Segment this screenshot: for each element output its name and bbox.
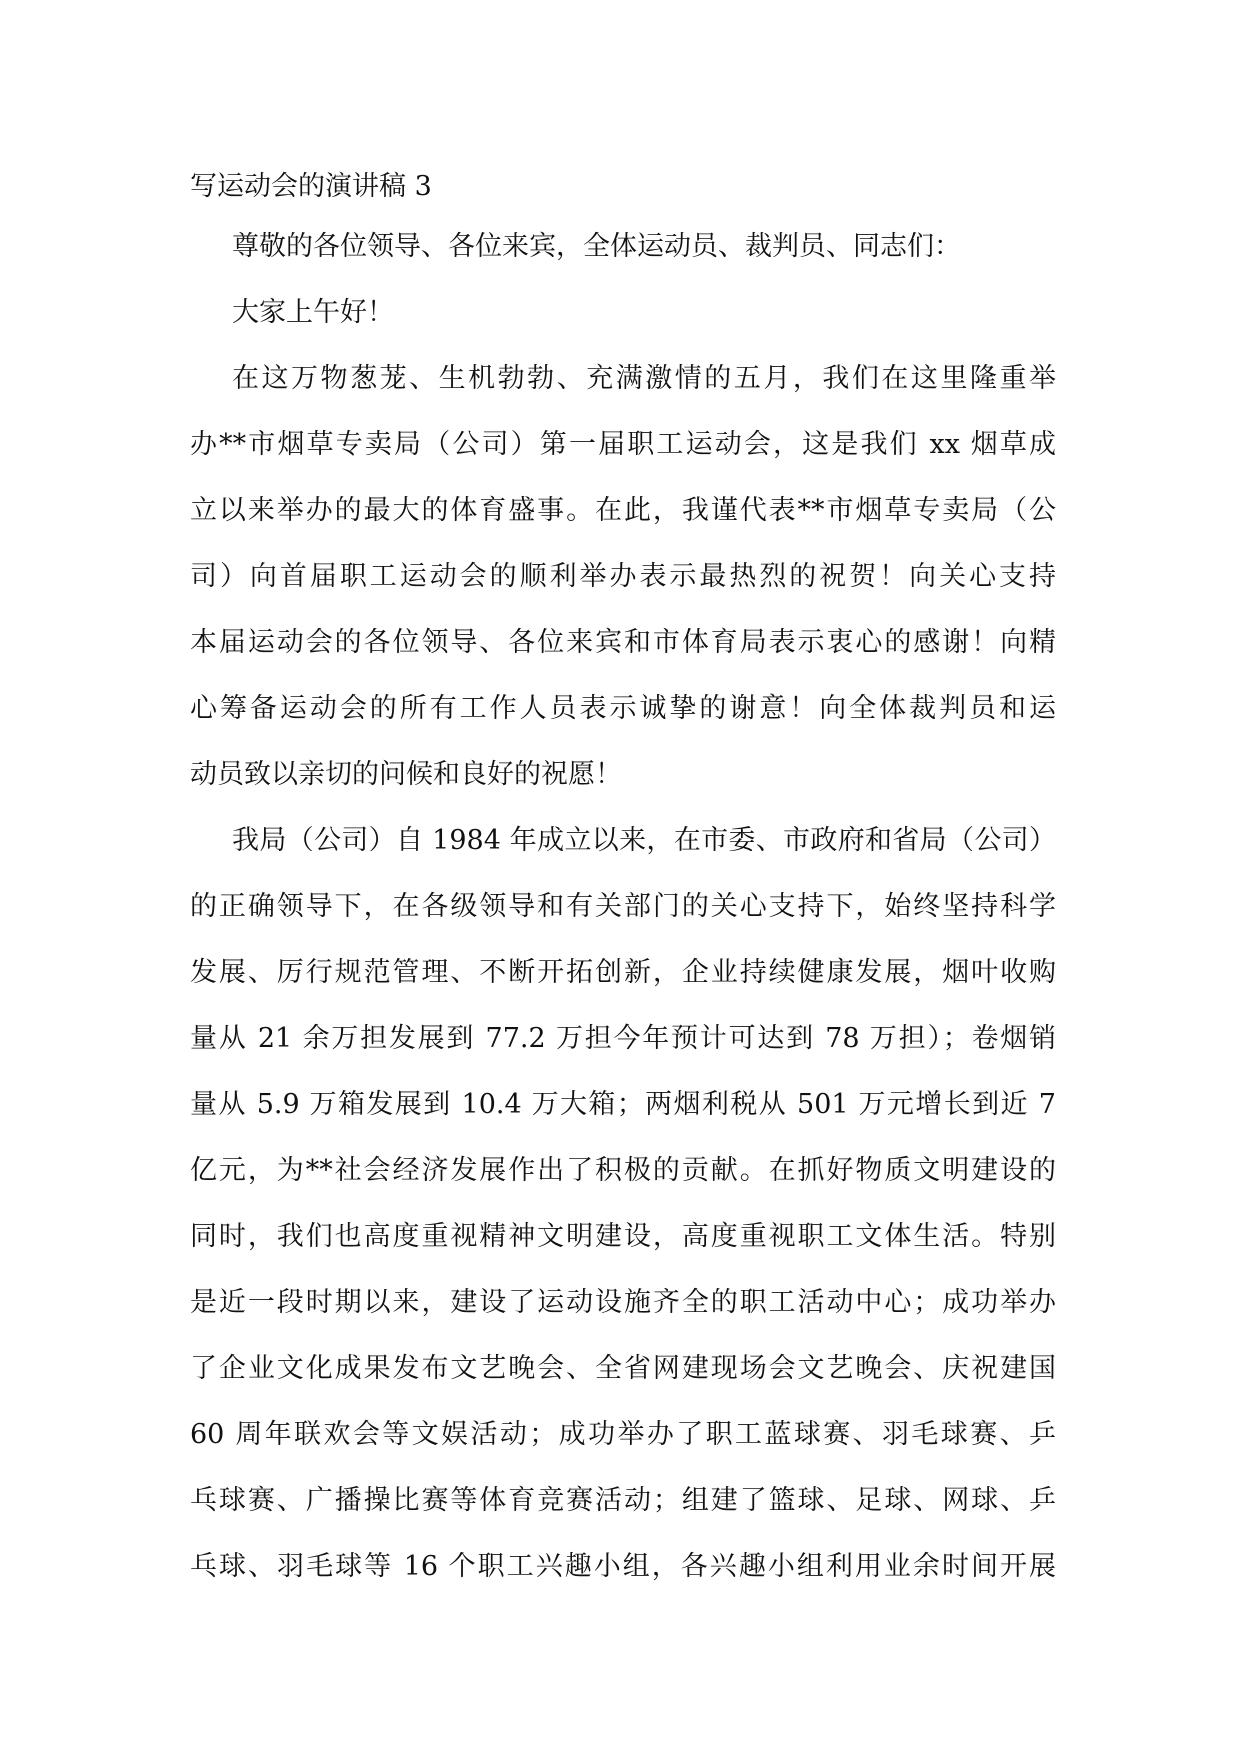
- paragraph-line: 办**市烟草专卖局（公司）第一届职工运动会，这是我们 xx 烟草成: [190, 429, 1056, 460]
- document-title: 写运动会的演讲稿 3: [190, 171, 432, 202]
- paragraph-line: 60 周年联欢会等文娱活动；成功举办了职工蓝球赛、羽毛球赛、乒: [190, 1419, 1056, 1450]
- paragraph-line: 动员致以亲切的问候和良好的祝愿！: [190, 759, 622, 790]
- paragraph-line: 发展、厉行规范管理、不断开拓创新，企业持续健康发展，烟叶收购: [190, 957, 1056, 988]
- paragraph-line: 量从 5.9 万箱发展到 10.4 万大箱；两烟利税从 501 万元增长到近 7: [190, 1089, 1056, 1120]
- paragraph-line: 在这万物葱茏、生机勃勃、充满激情的五月，我们在这里隆重举: [232, 363, 1056, 394]
- paragraph-line: 本届运动会的各位领导、各位来宾和市体育局表示衷心的感谢！向精: [190, 627, 1056, 658]
- paragraph-line: 尊敬的各位领导、各位来宾，全体运动员、裁判员、同志们：: [232, 231, 961, 262]
- paragraph-line: 我局（公司）自 1984 年成立以来，在市委、市政府和省局（公司）: [232, 825, 1056, 856]
- paragraph-line: 同时，我们也高度重视精神文明建设，高度重视职工文体生活。特别: [190, 1221, 1056, 1252]
- paragraph-line: 量从 21 余万担发展到 77.2 万担今年预计可达到 78 万担）；卷烟销: [190, 1023, 1056, 1054]
- greeting-paragraph: [190, 214, 1056, 280]
- paragraph-line: 大家上午好！: [232, 297, 394, 328]
- paragraph-line: 乓球赛、广播操比赛等体育竞赛活动；组建了篮球、足球、网球、乒: [190, 1485, 1056, 1516]
- history-paragraph: [190, 808, 1056, 1600]
- salutation-paragraph: [190, 280, 1056, 346]
- paragraph-line: 是近一段时期以来，建设了运动设施齐全的职工活动中心；成功举办: [190, 1287, 1056, 1318]
- paragraph-line: 立以来举办的最大的体育盛事。在此，我谨代表**市烟草专卖局（公: [190, 495, 1056, 526]
- paragraph-line: 司）向首届职工运动会的顺利举办表示最热烈的祝贺！向关心支持: [190, 561, 1056, 592]
- paragraph-line: 亿元，为**社会经济发展作出了积极的贡献。在抓好物质文明建设的: [190, 1155, 1056, 1186]
- opening-paragraph: [190, 346, 1056, 808]
- paragraph-line: 了企业文化成果发布文艺晚会、全省网建现场会文艺晚会、庆祝建国: [190, 1353, 1056, 1384]
- document-body: [190, 160, 1056, 1600]
- paragraph-line: 乓球、羽毛球等 16 个职工兴趣小组，各兴趣小组利用业余时间开展: [190, 1551, 1056, 1582]
- paragraph-line: 心筹备运动会的所有工作人员表示诚挚的谢意！向全体裁判员和运: [190, 693, 1056, 724]
- paragraph-line: 的正确领导下，在各级领导和有关部门的关心支持下，始终坚持科学: [190, 891, 1056, 922]
